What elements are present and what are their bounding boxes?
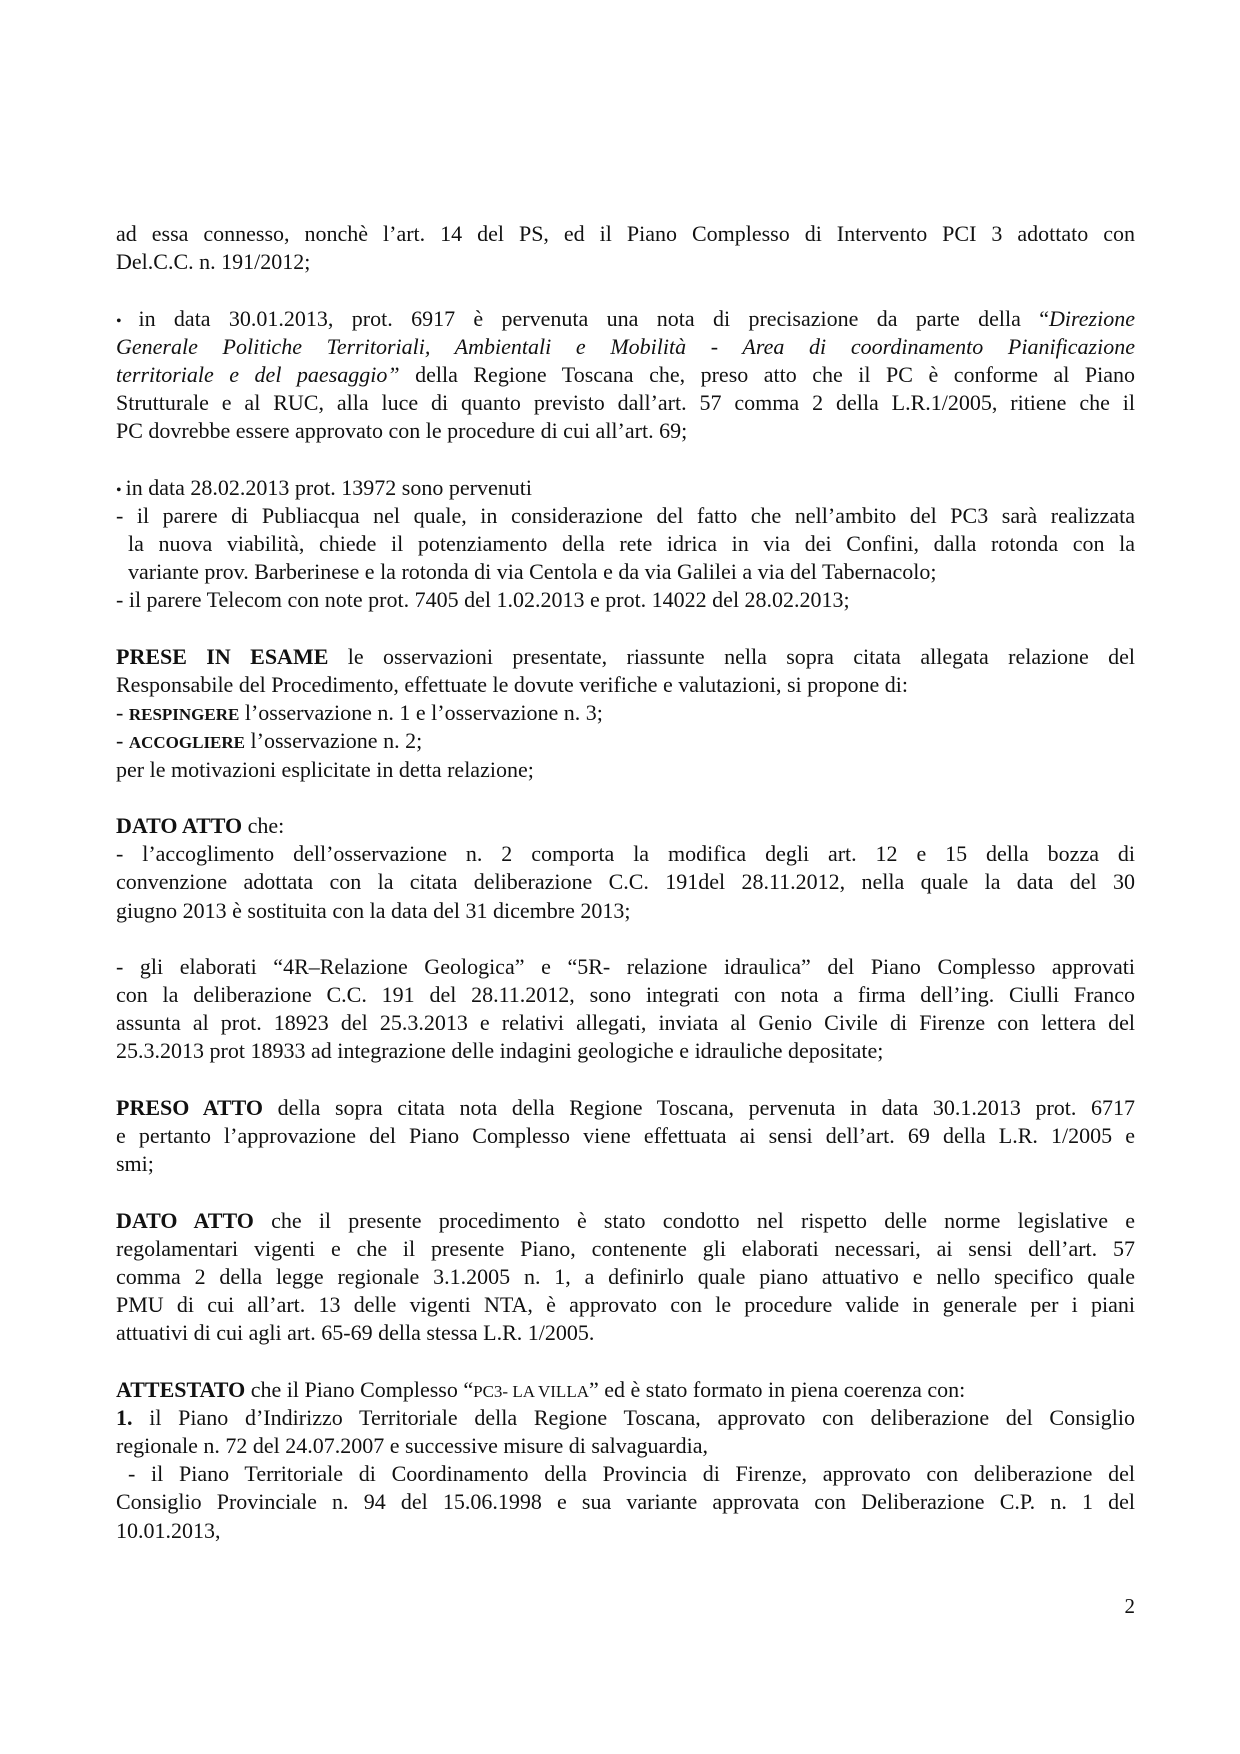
text-run: - [116,728,129,754]
text-run: il Piano d’Indirizzo Territoriale della Regione Toscana, approvato con deliberazione del Consiglio [132,1404,1135,1430]
text-run: le osservazioni presentate, riassunte nella sopra citata allegata relazione del [328,643,1135,669]
paragraph [116,1094,1135,1179]
text-run: convenzione adottata con la citata deliberazione C.C. 191del 28.11.2012, nella quale la data del 30 [116,869,1135,895]
text-run: variante prov. Barberinese e la rotonda di via Centola e da via Galilei a via del Tabernacolo; [128,559,937,585]
text-line [116,1037,1135,1065]
text-line [116,1263,1135,1291]
text-run: in data 30.01.2013, prot. 6917 è pervenuta una nota di precisazione da parte della “ [138,305,1050,331]
text-line [116,953,1135,981]
bold-keyword: DATO ATTO [116,1207,254,1233]
text-line [116,333,1135,361]
paragraph [116,305,1135,446]
text-run: che il presente procedimento è stato condotto nel rispetto delle norme legislative e [253,1207,1135,1233]
text-line [116,1517,1135,1545]
bullet-icon: • [116,312,139,330]
text-line [116,1235,1135,1263]
bold-keyword: DATO ATTO [116,812,243,838]
text-run: la nuova viabilità, chiede il potenziamento della rete idrica in via dei Confini, dalla rotonda con la [128,531,1135,557]
text-run: Responsabile del Procedimento, effettuate le dovute verifiche e valutazioni, si propone di: [116,672,908,697]
paragraph [116,1207,1135,1348]
text-run: con la deliberazione C.C. 191 del 28.11.2012, sono integrati con nota a firma dell’ing. Ciulli Franco [116,982,1135,1008]
text-line [116,474,1135,502]
text-line [116,981,1135,1009]
text-line [116,868,1135,896]
text-line [116,389,1135,417]
text-run: regolamentari vigenti e che il presente Piano, contenente gli elaborati necessari, ai sensi dell’art. 57 [116,1235,1135,1261]
text-run: regionale n. 72 del 24.07.2007 e successive misure di salvaguardia, [116,1433,709,1459]
text-line [116,305,1135,333]
paragraph [116,220,1135,276]
text-run: - il parere Telecom con note prot. 7405 del 1.02.2013 e prot. 14022 del 28.02.2013; [116,587,850,613]
text-run: ad essa connesso, nonchè l’art. 14 del PS, ed il Piano Complesso di Intervento PCI 3 adottato con [116,221,1135,246]
page-number: 2 [1124,1594,1135,1618]
paragraph [116,474,1135,615]
text-run: in data 28.02.2013 prot. 13972 sono pervenuti [125,474,532,500]
text-run: l’osservazione n. 2; [245,728,423,754]
bold-keyword: PRESO ATTO [116,1094,264,1120]
text-run: Generale Politiche Territoriali, Ambientali e Mobilità - Area di coordinamento Pianificazione [116,333,1135,359]
text-line [116,1009,1135,1037]
text-line [116,1319,1135,1347]
text-line [116,248,1135,276]
paragraph [116,643,1135,784]
text-run: PMU di cui all’art. 13 delle vigenti NTA, è approvato con le procedure valide in generale per i piani [116,1292,1135,1318]
text-run: che il Piano Complesso “ [245,1376,474,1402]
text-run: l’osservazione n. 1 e l’osservazione n. 3; [239,700,603,726]
text-run: PC dovrebbe essere approvato con le procedure di cui all’art. 69; [116,418,688,444]
text-line [116,840,1135,868]
text-run: attuativi di cui agli art. 65-69 della stessa L.R. 1/2005. [116,1320,595,1346]
paragraph [116,1376,1135,1545]
text-line [116,1488,1135,1516]
text-run: - il parere di Publiacqua nel quale, in considerazione del fatto che nell’ambito del PC3 sarà realizzata [116,502,1135,528]
text-run: 10.01.2013, [116,1517,221,1543]
text-run: Strutturale e al RUC, alla luce di quanto previsto dall’art. 57 comma 2 della L.R.1/2005, ritiene che il [116,390,1135,416]
text-run: PC3- LA VILLA [473,1381,589,1401]
text-line [116,1460,1135,1488]
text-line [116,502,1135,530]
text-line [116,1291,1135,1319]
text-run: giugno 2013 è sostituita con la data del 31 dicembre 2013; [116,897,631,923]
text-line [116,530,1135,558]
bold-keyword: PRESE IN ESAME [116,643,329,669]
text-line [116,1207,1135,1235]
text-line [116,897,1135,925]
text-line [116,643,1135,671]
text-run: per le motivazioni esplicitate in detta relazione; [116,756,534,782]
text-run: - gli elaborati “4R–Relazione Geologica” e “5R- relazione idraulica” del Piano Complesso approvati [116,953,1135,979]
text-run: della Regione Toscana che, preso atto che il PC è conforme al Piano [415,361,1135,387]
text-line [116,558,1135,586]
text-run: ” ed è stato formato in piena coerenza con: [588,1376,966,1402]
text-run: - [116,700,129,726]
text-run: territoriale e del paesaggio” [116,361,416,387]
text-line [116,1094,1135,1122]
text-line [116,756,1135,784]
text-line [116,1404,1135,1432]
text-line [116,586,1135,614]
text-run: che: [242,812,285,838]
text-run: e pertanto l’approvazione del Piano Complesso viene effettuata ai sensi dell’art. 69 della L.R. 1/2005 e [116,1123,1135,1148]
text-line [116,671,1135,699]
text-line [116,812,1135,840]
text-line [116,361,1135,389]
text-run: Direzione [1049,305,1135,331]
text-line [116,699,1135,727]
text-line [116,1376,1135,1404]
text-run: smi; [116,1151,154,1177]
bold-keyword: ATTESTATO [116,1376,246,1402]
text-line [116,220,1135,248]
text-line [116,1122,1135,1150]
text-run: comma 2 della legge regionale 3.1.2005 n. 1, a definirlo quale piano attuativo e nello specifico quale [116,1263,1135,1289]
text-run: della sopra citata nota della Regione Toscana, pervenuta in data 30.1.2013 prot. 6717 [263,1094,1135,1120]
paragraph [116,953,1135,1066]
bold-keyword: RESPINGERE [128,705,240,725]
text-run: assunta al prot. 18923 del 25.3.2013 e relativi allegati, inviata al Genio Civile di Firenze con lettera del [116,1010,1135,1036]
text-line [116,1432,1135,1460]
text-run: 25.3.2013 prot 18933 ad integrazione delle indagini geologiche e idrauliche depositate; [116,1038,884,1064]
text-run: Del.C.C. n. 191/2012; [116,249,311,275]
bold-keyword: 1. [116,1404,133,1430]
document-body [116,220,1135,1573]
bullet-icon: • [116,481,126,499]
text-line [116,417,1135,445]
text-run: - l’accoglimento dell’osservazione n. 2 comporta la modifica degli art. 12 e 15 della bozza di [116,841,1135,867]
text-line [116,727,1135,755]
paragraph [116,812,1135,925]
bold-keyword: ACCOGLIERE [128,733,246,753]
text-line [116,1150,1135,1178]
text-run: - il Piano Territoriale di Coordinamento della Provincia di Firenze, approvato con deliberazione del [128,1461,1135,1487]
text-run: Consiglio Provinciale n. 94 del 15.06.1998 e sua variante approvata con Deliberazione C.P. n. 1 del [116,1489,1135,1515]
